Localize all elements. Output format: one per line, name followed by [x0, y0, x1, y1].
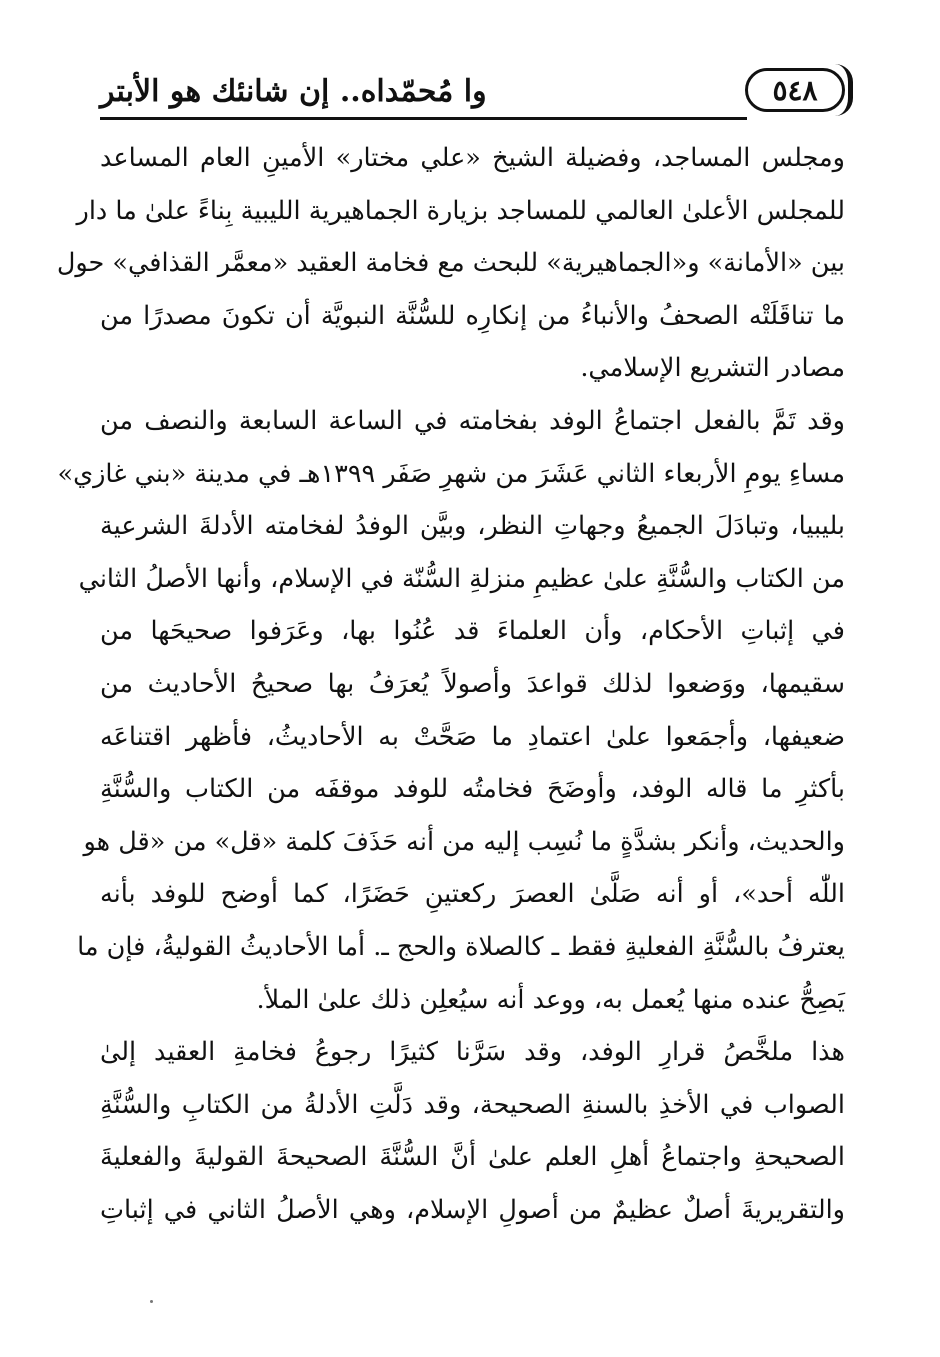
- text-line: والحديث، وأنكر بشدَّةٍ ما نُسِب إليه من أنه حَذَفَ كلمة «قل» من «قل هو: [83, 826, 845, 857]
- text-line: بليبيا، وتبادَلَ الجميعُ وجهاتِ النظر، وبيَّن الوفدُ لفخامته الأدلةَ الشرعية: [100, 511, 845, 542]
- header-rule: [100, 117, 747, 120]
- text-line: ضعيفها، وأجمَعوا علىٰ اعتمادِ ما صَحَّتْ به الأحاديثُ، فأظهر اقتناعَه: [100, 721, 845, 752]
- text-line: هذا ملخَّصُ قرارِ الوفد، وقد سَرَّنا كثيرًا رجوعُ فخامةِ العقيد إلىٰ: [100, 1037, 845, 1068]
- text-line: للمجلس الأعلىٰ العالمي للمساجد بزيارة الجماهيرية الليبية بِناءً علىٰ ما دار: [76, 195, 845, 226]
- text-line: سقيمها، ووَضعوا لذلك قواعدَ وأصولاً يُعرَفُ بها صحيحُ الأحاديث من: [100, 668, 845, 699]
- paragraph: [57, 395, 845, 1026]
- text-line: بين «الأمانة» و«الجماهيرية» للبحث مع فخامة العقيد «معمَّر القذافي» حول: [56, 248, 845, 279]
- body-text: [56, 132, 845, 1236]
- page-number-badge: [745, 68, 845, 112]
- text-line: ومجلس المساجد، وفضيلة الشيخ «علي مختار» الأمينِ العام المساعد: [100, 143, 845, 173]
- page-header: [100, 60, 845, 120]
- running-title: وا مُحمّداه.. إن شانئك هو الأبتر: [100, 74, 487, 109]
- page-number: ٥٤٨: [772, 73, 818, 107]
- text-line: ما تناقَلَتْه الصحفُ والأنباءُ من إنكارِه للسُّنَّة النبويَّة أن تكونَ مصدرًا من: [100, 300, 845, 331]
- text-line: بأكثرِ ما قاله الوفد، وأوضَحَ فخامتُه للوفد موقفَه من الكتاب والسُّنَّةِ: [100, 774, 845, 805]
- text-line: مساءِ يومِ الأربعاء الثاني عَشَرَ من شهرِ صَفَر ١٣٩٩هـ في مدينة «بني غازي»: [57, 458, 845, 489]
- text-line: من الكتاب والسُّنَّةِ علىٰ عظيمِ منزلةِ السُّنّة في الإسلام، وأنها الأصلُ الثاني: [78, 563, 845, 594]
- text-line: والتقريريةَ أصلٌ عظيمٌ من أصولِ الإسلام، وهي الأصلُ الثاني في إثباتِ: [100, 1194, 845, 1225]
- text-line: الصحيحةِ واجتماعُ أهلِ العلم علىٰ أنَّ السُّنَّةَ الصحيحةَ القوليةَ والفعليةَ: [100, 1142, 845, 1173]
- text-line: اللّٰه أحد»، أو أنه صَلَّىٰ العصرَ ركعتينِ حَضَرًا، كما أوضح للوفد بأنه: [100, 879, 845, 910]
- text-line: يعترفُ بالسُّنَّةِ الفعليةِ فقط ـ كالصلاة والحج ـ. أما الأحاديثُ القوليةُ، فإن ما: [77, 931, 845, 962]
- scan-speck: [150, 1300, 153, 1303]
- text-line: يَصِحُّ عنده منها يُعمل به، ووعد أنه سيُعلِن ذلك علىٰ الملأ.: [256, 984, 845, 1015]
- paragraph: [56, 132, 845, 395]
- text-line: وقد تَمَّ بالفعل اجتماعُ الوفد بفخامته في الساعة السابعة والنصف من: [100, 405, 845, 436]
- text-line: الصواب في الأخذِ بالسنةِ الصحيحة، وقد دَلَّتِ الأدلةُ من الكتابِ والسُّنَّةِ: [100, 1089, 845, 1120]
- page-number-badge-ornament: [835, 64, 853, 116]
- paragraph: [100, 1026, 845, 1236]
- text-line: في إثباتِ الأحكام، وأن العلماءَ قد عُنُوا بها، وعَرَفوا صحيحَها من: [100, 616, 845, 647]
- text-line: مصادر التشريع الإسلامي.: [580, 353, 845, 384]
